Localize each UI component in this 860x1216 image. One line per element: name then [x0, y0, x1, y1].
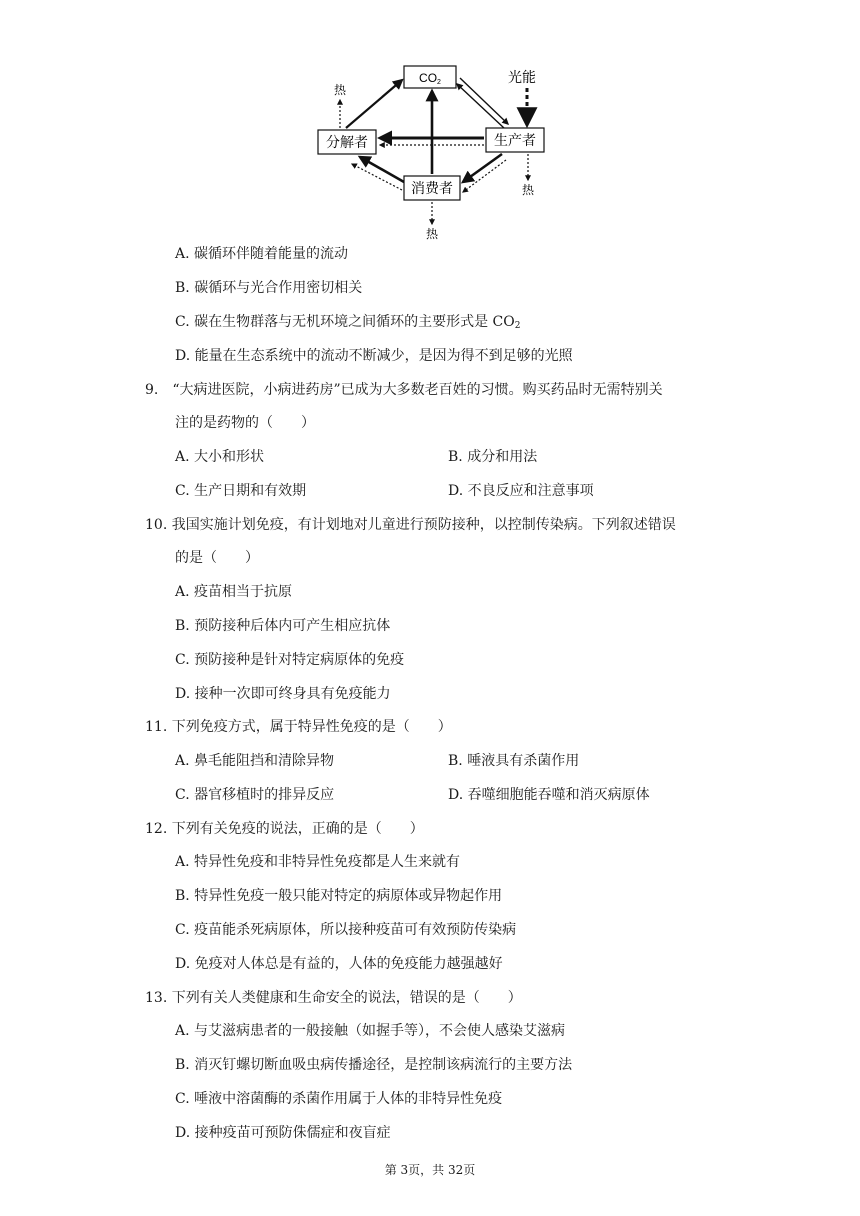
q12-stem: 12. 下列有关免疫的说法，正确的是（ ）: [145, 821, 424, 837]
q13-option-d: D. 接种疫苗可预防侏儒症和夜盲症: [175, 1125, 391, 1141]
light-energy-label: 光能: [508, 70, 536, 86]
consumer-to-decomposer-arrow: [360, 157, 404, 182]
consumer-label: 消费者: [411, 181, 453, 197]
q11-option-b: B. 唾液具有杀菌作用: [448, 753, 580, 769]
q9-option-c: C. 生产日期和有效期: [175, 483, 307, 499]
q11-option-d: D. 吞噬细胞能吞噬和消灭病原体: [448, 787, 650, 803]
q9-option-d: D. 不良反应和注意事项: [448, 483, 594, 499]
decomposer-heat-label: 热: [333, 83, 347, 97]
q11-stem: 11. 下列免疫方式，属于特异性免疫的是（ ）: [145, 719, 452, 735]
decomposer-to-co2-arrow: [346, 80, 402, 128]
q12-option-d: D. 免疫对人体总是有益的，人体的免疫能力越强越好: [175, 956, 503, 972]
q12-option-a: A. 特异性免疫和非特异性免疫都是人生来就有: [175, 854, 461, 870]
q10-option-d: D. 接种一次即可终身具有免疫能力: [175, 686, 391, 702]
q12-option-c: C. 疫苗能杀死病原体，所以接种疫苗可有效预防传染病: [175, 922, 517, 938]
q13-option-c: C. 唾液中溶菌酶的杀菌作用属于人体的非特异性免疫: [175, 1091, 503, 1107]
carbon-cycle-diagram: [300, 58, 560, 243]
q9-stem-line1: 9. “大病进医院，小病进药房”已成为大多数老百姓的习惯。购买药品时无需特别关: [145, 382, 663, 398]
q10-stem-line2: 的是（ ）: [175, 550, 259, 566]
co2-label: CO2: [419, 71, 441, 86]
q8-option-a: A. 碳循环伴随着能量的流动: [175, 246, 349, 262]
q9-option-b: B. 成分和用法: [448, 449, 538, 465]
q13-stem: 13. 下列有关人类健康和生命安全的说法，错误的是（ ）: [145, 990, 522, 1006]
q12-option-b: B. 特异性免疫一般只能对特定的病原体或异物起作用: [175, 888, 503, 904]
q8-option-d: D. 能量在生态系统中的流动不断减少，是因为得不到足够的光照: [175, 348, 573, 364]
q10-option-c: C. 预防接种是针对特定病原体的免疫: [175, 652, 405, 668]
consumer-heat-label: 热: [425, 227, 439, 241]
q10-option-a: A. 疫苗相当于抗原: [175, 584, 293, 600]
q13-option-a: A. 与艾滋病患者的一般接触（如握手等），不会使人感染艾滋病: [175, 1023, 566, 1039]
q9-stem-line2: 注的是药物的（ ）: [175, 415, 315, 431]
q8-option-b: B. 碳循环与光合作用密切相关: [175, 280, 363, 296]
producer-label: 生产者: [494, 133, 536, 149]
q13-option-b: B. 消灭钉螺切断血吸虫病传播途径，是控制该病流行的主要方法: [175, 1057, 573, 1073]
decomposer-label: 分解者: [326, 135, 368, 151]
q8-option-c: C. 碳在生物群落与无机环境之间循环的主要形式是 $CO_2$: [175, 314, 521, 331]
producer-to-co2-arrow: [457, 84, 504, 128]
q10-stem-line1: 10. 我国实施计划免疫，有计划地对儿童进行预防接种，以控制传染病。下列叙述错误: [145, 517, 676, 533]
q10-option-b: B. 预防接种后体内可产生相应抗体: [175, 618, 391, 634]
q9-option-a: A. 大小和形状: [175, 449, 265, 465]
page-footer: 第 3页，共 32页: [384, 1163, 476, 1177]
q11-option-c: C. 器官移植时的排异反应: [175, 787, 335, 803]
q11-option-a: A. 鼻毛能阻挡和清除异物: [175, 753, 335, 769]
producer-heat-label: 热: [521, 183, 535, 197]
co2-to-producer-arrow: [460, 78, 508, 124]
